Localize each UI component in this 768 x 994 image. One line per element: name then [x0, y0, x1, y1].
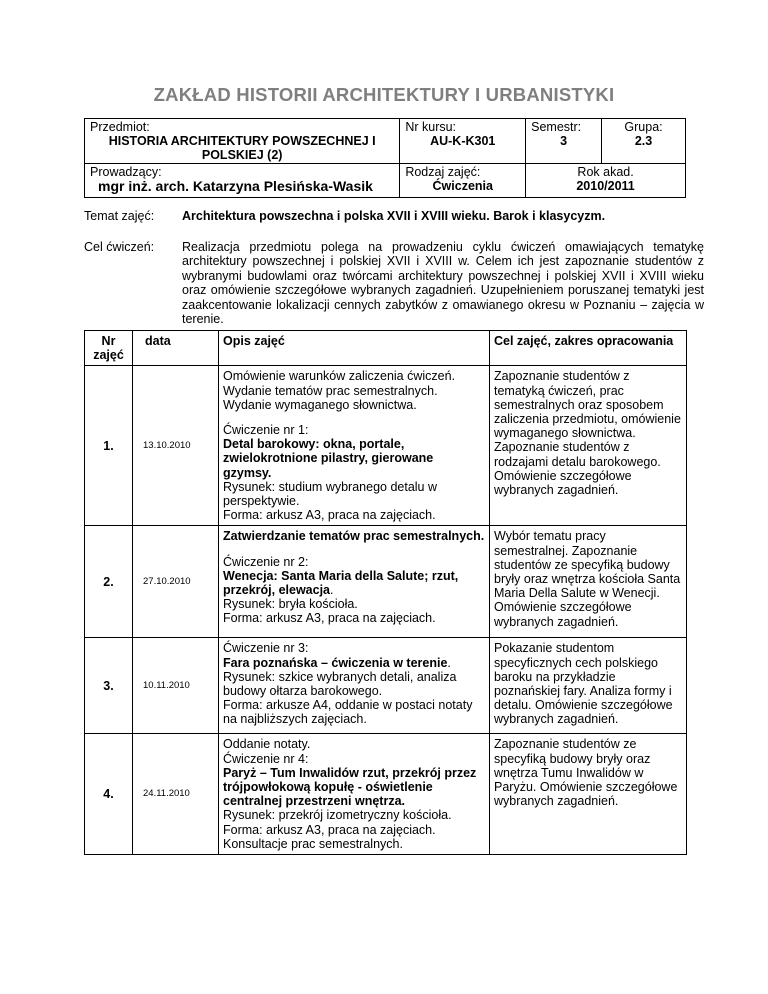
row-description	[219, 734, 490, 855]
schedule-table	[84, 330, 687, 855]
row-goal: Zapoznanie studentów ze specyfiką budowy bryły oraz wnętrza Tumu Inwalidów w Paryżu. Omówienie szczegółowe wybranych zagadnień.	[490, 734, 687, 855]
exercise-form: Forma: arkusz A3, praca na zajęciach.	[223, 508, 436, 523]
exercise-drawing: Rysunek: studium wybranego detalu w perspektywie.	[223, 479, 438, 509]
row-date: 24.11.2010	[133, 734, 219, 855]
schedule-header-row	[85, 331, 687, 366]
col-date-header: data	[133, 331, 219, 366]
lecturer-cell	[85, 164, 400, 198]
lecturer-value: mgr inż. arch. Katarzyna Plesińska-Wasik	[98, 178, 373, 194]
exercise-number: Ćwiczenie nr 3:	[223, 641, 309, 656]
description-post: Konsultacje prac semestralnych.	[223, 836, 403, 851]
row-number: 4.	[85, 734, 133, 855]
academic-year-label: Rok akad.	[577, 165, 634, 179]
table-row	[85, 734, 687, 855]
description-pre: Oddanie notaty.	[223, 737, 311, 752]
topic-row	[84, 209, 714, 225]
row-number: 1.	[85, 366, 133, 526]
row-goal: Zapoznanie studentów z tematyką ćwiczeń, prac semestralnych oraz sposobem zaliczenia przedmiotu, omówienie wymaganego słownictwa. Zapoznanie studentów z rodzajami detalu barokowego. Omówienie szczegółowe wybranych zagadnień.	[490, 366, 687, 526]
class-type-cell	[400, 164, 526, 198]
row-number: 2.	[85, 526, 133, 638]
exercise-number: Ćwiczenie nr 2:	[223, 554, 309, 569]
exercise-title-tail: .	[330, 583, 334, 598]
goal-row	[84, 240, 714, 327]
course-number-cell	[400, 119, 526, 164]
row-description	[219, 366, 490, 526]
topic-value: Architektura powszechna i polska XVII i XVIII wieku. Barok i klasycyzm.	[182, 209, 606, 223]
semester-cell	[526, 119, 602, 164]
page-title: ZAKŁAD HISTORII ARCHITEKTURY I URBANISTYKI	[153, 84, 615, 105]
description-intro: Zatwierdzanie tematów prac semestralnych.	[223, 529, 485, 544]
row-description	[219, 638, 490, 734]
subject-value: HISTORIA ARCHITEKTURY POWSZECHNEJ I POLSKIEJ (2)	[108, 134, 376, 162]
semester-value: 3	[560, 134, 568, 148]
course-number-value: AU-K-K301	[430, 134, 496, 148]
description-intro: Omówienie warunków zaliczenia ćwiczeń. Wydanie tematów prac semestralnych. Wydanie wymaganego słownictwa.	[223, 369, 456, 412]
row-date: 27.10.2010	[133, 526, 219, 638]
academic-year-value: 2010/2011	[576, 179, 635, 193]
class-type-label: Rodzaj zajęć:	[405, 165, 481, 179]
row-date: 10.11.2010	[133, 638, 219, 734]
row-goal: Pokazanie studentom specyficznych cech polskiego baroku na przykładzie poznańskiej fary. Analiza formy i detalu. Omówienie szczegółowe wybranych zagadnień.	[490, 638, 687, 734]
subject-label: Przedmiot:	[90, 120, 150, 134]
exercise-drawing: Rysunek: przekrój izometryczny kościoła.	[223, 808, 452, 823]
lecturer-label: Prowadzący:	[90, 165, 162, 179]
exercise-form: Forma: arkusz A3, praca na zajęciach.	[223, 611, 436, 626]
group-cell	[602, 119, 686, 164]
course-number-label: Nr kursu:	[405, 120, 457, 134]
exercise-drawing: Rysunek: bryła kościoła.	[223, 597, 358, 612]
col-description-header: Opis zajęć	[219, 331, 490, 366]
row-number: 3.	[85, 638, 133, 734]
exercise-number: Ćwiczenie nr 4:	[223, 751, 309, 766]
table-row	[85, 526, 687, 638]
exercise-title: Detal barokowy: okna, portale, zwielokrotnione pilastry, gierowane gzymsy.	[223, 437, 434, 480]
exercise-form: Forma: arkusz A3, praca na zajęciach.	[223, 822, 436, 837]
exercise-number: Ćwiczenie nr 1:	[223, 423, 309, 438]
row-date: 13.10.2010	[133, 366, 219, 526]
exercise-drawing: Rysunek: szkice wybranych detali, analiza budowy ołtarza barokowego.	[223, 669, 457, 699]
exercise-form: Forma: arkusze A4, oddanie w postaci notaty na najbliższych zajęciach.	[223, 698, 473, 727]
goal-value: Realizacja przedmiotu polega na prowadzeniu cyklu ćwiczeń omawiających tematykę architektury powszechnej i polskiej XVII i XVIII w. Celem ich jest zapoznanie studentów z wybranymi budowlami oraz twórcami architektury powszechnej i polskiej XVII i XVIII wieku oraz omówienie szczegółowe wybranych zagadnień. Uzupełnieniem poruszanej tematyki jest zaakcentowanie lokalizacji cennych zabytków z omawianego okresu w Poznaniu – zajęcia w terenie.	[182, 240, 704, 327]
exercise-title: Fara poznańska – ćwiczenia w terenie	[223, 655, 448, 670]
class-type-value: Ćwiczenia	[432, 179, 493, 193]
exercise-title: Wenecja: Santa Maria della Salute; rzut, przekrój, elewacja	[223, 568, 459, 598]
group-value: 2.3	[634, 134, 653, 148]
subject-cell	[85, 119, 400, 164]
col-goal-header: Cel zajęć, zakres opracowania	[490, 331, 687, 366]
semester-label: Semestr:	[531, 120, 582, 134]
exercise-title: Paryż – Tum Inwalidów rzut, przekrój przez trójpowłokową kopułę - oświetlenie centralnej przestrzeni wnętrza.	[223, 765, 477, 809]
exercise-title-tail: .	[447, 655, 451, 670]
academic-year-cell	[526, 164, 686, 198]
course-header-table	[84, 118, 686, 198]
group-label: Grupa:	[624, 120, 663, 134]
col-nr-header: Nr zajęć	[85, 331, 133, 366]
topic-label: Temat zajęć:	[84, 209, 155, 223]
row-goal: Wybór tematu pracy semestralnej. Zapoznanie studentów ze specyfiką budowy bryły oraz wnętrza kościoła Santa Maria Della Salute w Wenecji. Omówienie szczegółowe wybranych zagadnień.	[490, 526, 687, 638]
goal-label: Cel ćwiczeń:	[84, 240, 155, 254]
row-description	[219, 526, 490, 638]
table-row	[85, 366, 687, 526]
table-row	[85, 638, 687, 734]
